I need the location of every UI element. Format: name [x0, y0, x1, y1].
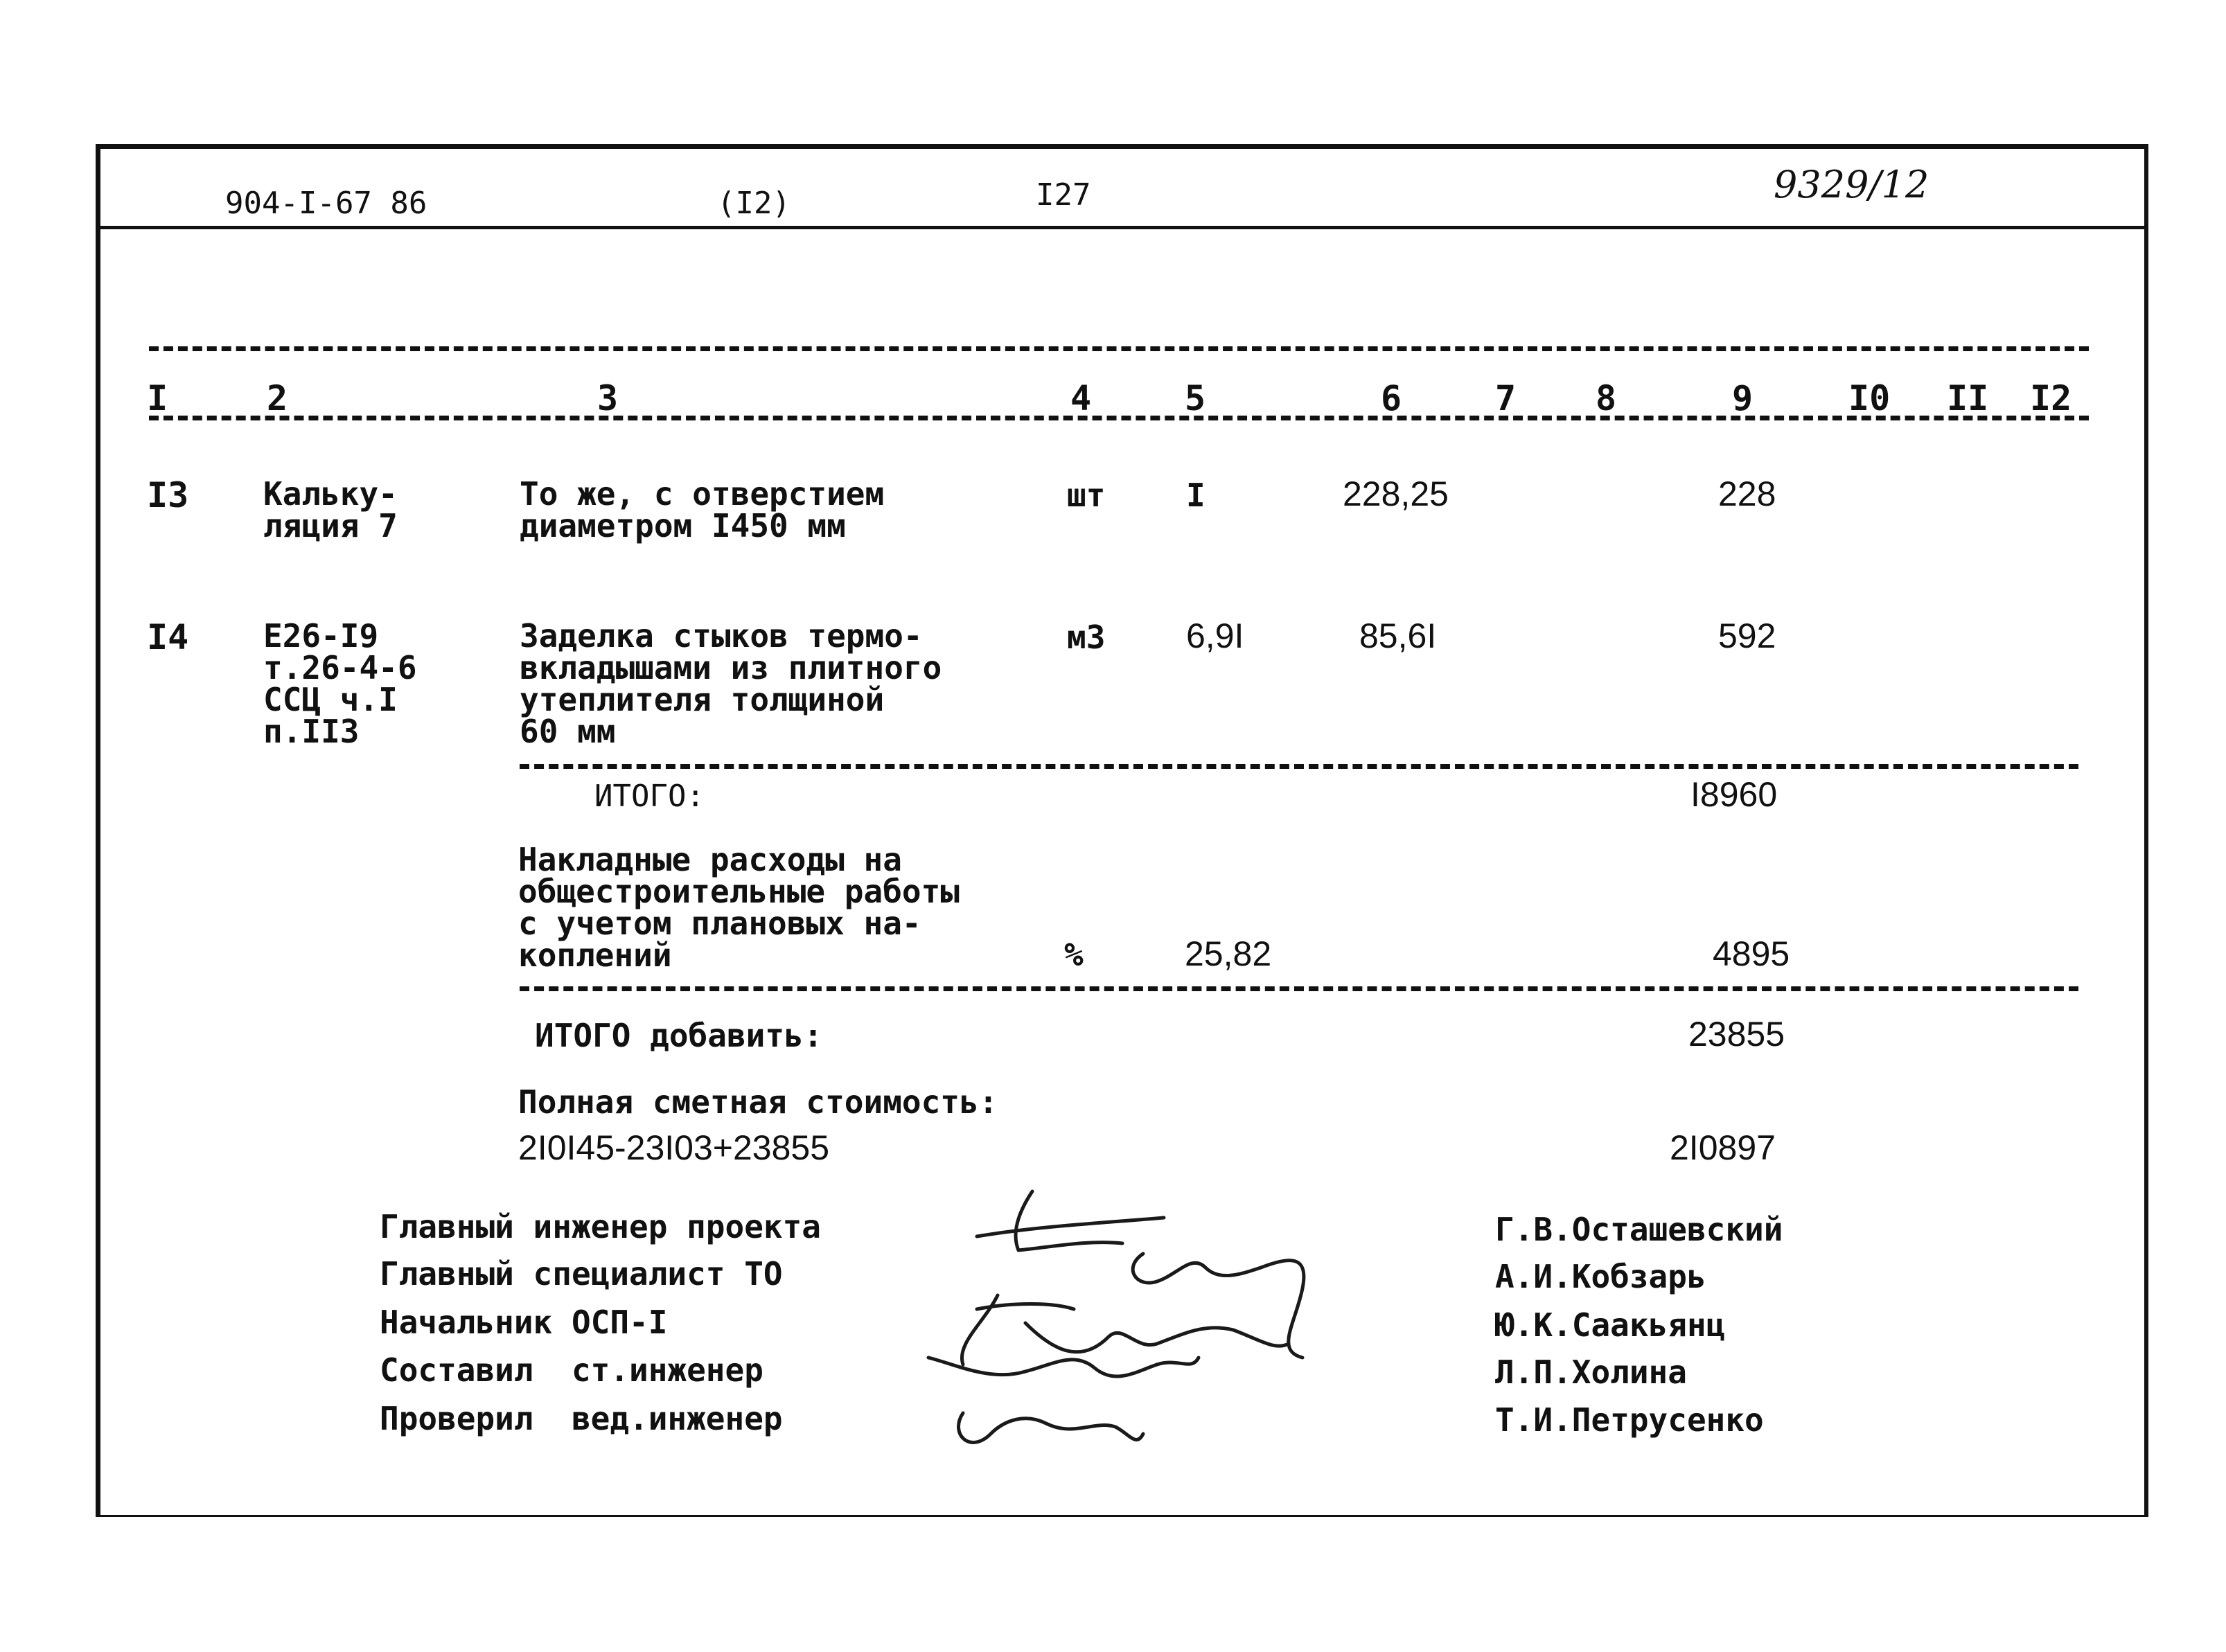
row-14-description: Заделка стыков термо- вкладышами из плитного утеплителя толщиной 60 мм [520, 617, 942, 750]
total-add-value: 23855 [1688, 1015, 1785, 1054]
column-header-top-rule [149, 346, 2089, 351]
overhead-unit: % [1064, 936, 1084, 973]
col-10: I0 [1848, 378, 1891, 418]
overhead-label: Накладные расходы на общестроительные работы с учетом плановых на- коплений [518, 841, 960, 974]
signatory-3-position: Начальник ОСП-I [380, 1304, 668, 1341]
row-14-qty: 6,9I [1186, 616, 1244, 655]
signature-4 [928, 1358, 1199, 1376]
signature-5 [959, 1413, 1143, 1442]
col-2: 2 [267, 378, 288, 418]
col-8: 8 [1596, 378, 1617, 418]
row-14-basis: Е26-I9 т.26-4-6 ССЦ ч.I п.II3 [263, 617, 417, 750]
overhead-rule [520, 986, 2078, 991]
signature-1 [977, 1191, 1164, 1250]
handwritten-signatures [915, 1184, 1399, 1475]
row-13-price: 228,25 [1343, 474, 1449, 513]
col-1: I [147, 378, 168, 418]
full-cost-formula: 2I0I45-23I03+23855 [518, 1128, 830, 1167]
signatory-2-name: А.И.Кобзарь [1495, 1258, 1706, 1295]
row-13-unit: шт [1067, 477, 1106, 514]
row-14-num: I4 [147, 617, 189, 657]
row-13-num: I3 [147, 475, 189, 515]
signatory-5-position: Проверил вед.инженер [380, 1400, 783, 1437]
overhead-value: 4895 [1713, 934, 1790, 973]
signatory-3-name: Ю.К.Саакьянц [1495, 1306, 1726, 1344]
sheet-number: I27 [1036, 177, 1091, 213]
subtotal-label: ИТОГО: [594, 779, 705, 814]
col-12: I2 [2030, 378, 2072, 418]
subtotal-rule [520, 764, 2078, 769]
doc-code: 904-I-67 86 [225, 186, 427, 221]
row-13-description: То же, с отверстием диаметром I450 мм [520, 475, 885, 544]
row-14-price: 85,6I [1359, 616, 1437, 655]
full-cost-value: 2I0897 [1670, 1128, 1776, 1167]
full-cost-label: Полная сметная стоимость: [518, 1083, 998, 1121]
part-number: (I2) [717, 186, 790, 221]
signatory-4-name: Л.П.Холина [1495, 1353, 1687, 1391]
row-14-total: 592 [1718, 616, 1776, 655]
col-4: 4 [1070, 378, 1092, 418]
row-14-unit: м3 [1067, 619, 1106, 656]
col-6: 6 [1381, 378, 1402, 418]
signatory-4-position: Составил ст.инженер [380, 1351, 763, 1389]
col-5: 5 [1185, 378, 1206, 418]
signatory-5-name: Т.И.Петрусенко [1495, 1401, 1764, 1439]
row-13-total: 228 [1718, 474, 1776, 513]
row-13-basis: Кальку- ляция 7 [263, 475, 398, 544]
col-3: 3 [597, 378, 619, 418]
signatory-1-position: Главный инженер проекта [380, 1208, 821, 1245]
row-13-qty: I [1186, 477, 1205, 514]
overhead-rate: 25,82 [1185, 934, 1272, 973]
column-header-bottom-rule [149, 416, 2089, 420]
col-7: 7 [1495, 378, 1517, 418]
col-11: II [1947, 378, 1989, 418]
signature-3 [962, 1295, 1289, 1365]
header-rule [96, 226, 2148, 229]
col-9: 9 [1732, 378, 1754, 418]
signatory-2-position: Главный специалист ТО [380, 1255, 783, 1293]
total-add-label: ИТОГО добавить: [535, 1017, 823, 1054]
subtotal-value: I8960 [1690, 775, 1778, 814]
signatory-1-name: Г.В.Осташевский [1495, 1211, 1783, 1248]
handwritten-ref: 9329/12 [1774, 163, 1929, 206]
